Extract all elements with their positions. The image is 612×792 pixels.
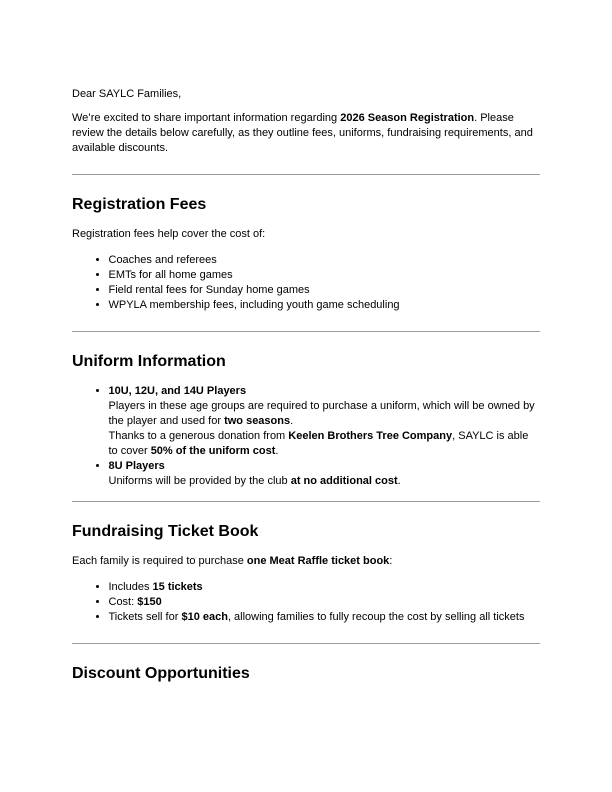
section-divider xyxy=(72,643,540,644)
greeting-line: Dear SAYLC Families, xyxy=(72,88,182,100)
fundraising-ticket-book-intro: Each family is required to purchase one Meat Raffle ticket book: xyxy=(72,555,393,567)
list-item: • Includes 15 tickets xyxy=(109,580,541,595)
section-uniform-information xyxy=(72,352,540,489)
registration-fees-list xyxy=(72,253,540,313)
section-divider xyxy=(72,501,540,502)
section-divider xyxy=(72,174,540,175)
section-registration-fees xyxy=(72,195,540,313)
uniform-information-heading: Uniform Information xyxy=(72,353,226,370)
section-divider xyxy=(72,331,540,332)
registration-fees-heading: Registration Fees xyxy=(72,196,207,213)
list-item: • Field rental fees for Sunday home games xyxy=(109,283,541,298)
list-item: • Tickets sell for $10 each, allowing families to fully recoup the cost by selling all tickets xyxy=(109,610,541,625)
list-item: • WPYLA membership fees, including youth game scheduling xyxy=(109,298,541,313)
section-discount-opportunities xyxy=(72,664,540,684)
intro-paragraph: We’re excited to share important information regarding 2026 Season Registration. Please review the details below carefully, as they outline fees, uniforms, fundraising requirements, and available discounts. xyxy=(72,112,533,154)
list-item: • 8U Players Uniforms will be provided by the club at no additional cost. xyxy=(109,459,541,489)
section-fundraising-ticket-book xyxy=(72,522,540,625)
fundraising-ticket-book-heading: Fundraising Ticket Book xyxy=(72,523,259,540)
list-item: • Cost: $150 xyxy=(109,595,541,610)
discount-opportunities-heading: Discount Opportunities xyxy=(72,665,250,682)
list-item: • Coaches and referees xyxy=(109,253,541,268)
registration-fees-intro: Registration fees help cover the cost of: xyxy=(72,228,266,240)
list-item: • 10U, 12U, and 14U Players Players in these age groups are required to purchase a uniform, which will be owned by the player and used for two seasons. Thanks to a generous donation from Keelen Brothers Tree Company, SAYLC is able to cover 50% of the uniform cost. xyxy=(109,384,541,459)
list-item: • EMTs for all home games xyxy=(109,268,541,283)
fundraising-ticket-book-list xyxy=(72,580,540,625)
uniform-information-list xyxy=(72,384,540,489)
